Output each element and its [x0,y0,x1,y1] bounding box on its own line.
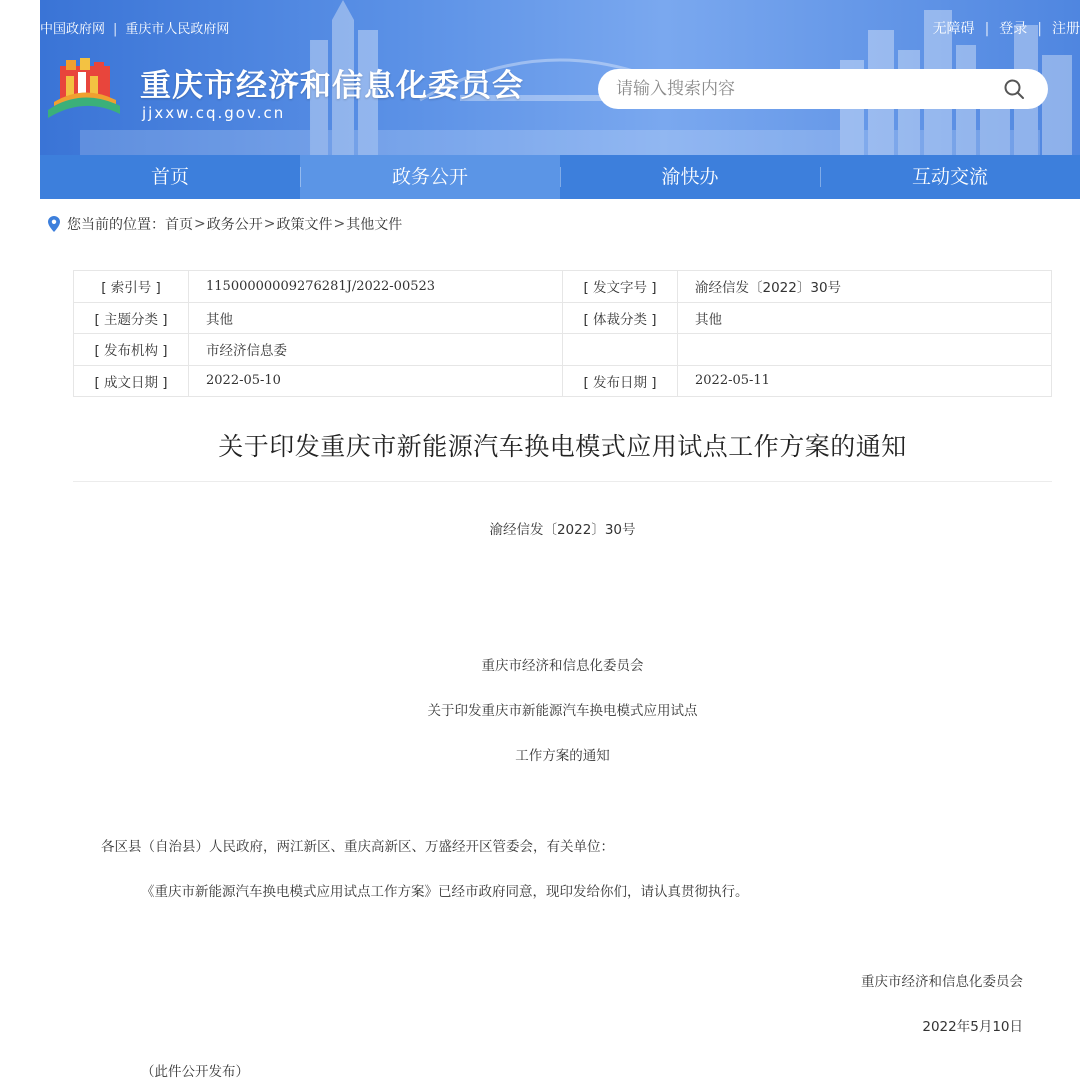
nav-government-affairs[interactable]: 政务公开 [300,155,560,199]
value-genre-category: 其他 [678,302,1052,334]
document-number: 渝经信发〔2022〕30号 [489,522,636,538]
user-link-separator: | [1037,21,1042,37]
user-link-separator: | [984,21,990,37]
breadcrumb-policy-documents[interactable]: 政策文件 [276,217,333,233]
document-info-table [73,270,1052,397]
search-icon[interactable] [1003,78,1025,100]
nav-yukuaiban[interactable]: 渝快办 [560,155,820,199]
label-written-date: [ 成文日期 ] [74,365,189,397]
addressee: 各区县（自治县）人民政府，两江新区、重庆高新区、万盛经开区管委会，有关单位： [101,839,614,855]
site-logo[interactable] [44,56,124,122]
label-subject-category: [ 主题分类 ] [74,302,189,334]
table-row [74,365,1052,397]
nav-interaction[interactable]: 互动交流 [820,155,1080,199]
breadcrumb-other-documents[interactable]: 其他文件 [346,217,403,233]
signature-date: 2022年5月10日 [922,1019,1023,1035]
label-publisher: [ 发布机构 ] [74,334,189,366]
table-row [74,334,1052,366]
top-link-separator: | [113,22,118,37]
table-row [74,271,1052,303]
site-title[interactable]: 重庆市经济和信息化委员会 [140,68,524,104]
label-index-number: [ 索引号 ] [74,271,189,303]
nav-home[interactable]: 首页 [150,166,189,188]
label-genre-category: [ 体裁分类 ] [563,302,678,334]
breadcrumb-separator: > [194,216,206,232]
breadcrumb [48,214,402,234]
breadcrumb-home[interactable]: 首页 [165,217,193,233]
value-index-number: 11500000009276281J/2022-00523 [189,271,563,303]
publication-note: （此件公开发布） [141,1064,249,1080]
value-written-date: 2022-05-10 [189,365,563,397]
article-title: 关于印发重庆市新能源汽车换电模式应用试点工作方案的通知 [218,432,907,461]
site-domain: jjxxw.cq.gov.cn [142,104,286,122]
location-pin-icon [48,216,60,232]
subtitle-line-2: 工作方案的通知 [515,748,610,764]
value-publish-date: 2022-05-11 [678,365,1052,397]
value-subject-category: 其他 [189,302,563,334]
search-input[interactable] [598,69,1048,109]
breadcrumb-prefix: 您当前的位置： [67,217,165,233]
top-links [40,18,229,37]
issuer-heading: 重庆市经济和信息化委员会 [481,658,644,674]
title-divider [73,481,1052,482]
link-cq-gov[interactable]: 重庆市人民政府网 [125,22,230,37]
accessibility-link[interactable]: 无障碍 [932,21,975,37]
body-paragraph: 《重庆市新能源汽车换电模式应用试点工作方案》已经市政府同意，现印发给你们，请认真贯彻执行。 [141,884,749,900]
breadcrumb-separator: > [333,216,346,232]
empty-cell [563,334,678,366]
value-publisher: 市经济信息委 [189,334,563,366]
user-links [933,18,1080,38]
breadcrumb-government-affairs[interactable]: 政务公开 [206,217,263,233]
signature: 重庆市经济和信息化委员会 [861,974,1023,990]
empty-cell [678,334,1052,366]
value-document-number: 渝经信发〔2022〕30号 [678,271,1052,303]
subtitle-line-1: 关于印发重庆市新能源汽车换电模式应用试点 [427,703,698,719]
link-gov-cn[interactable]: 中国政府网 [40,22,106,37]
main-nav [40,155,1080,199]
login-link[interactable]: 登录 [999,21,1028,37]
breadcrumb-separator: > [263,216,276,232]
label-document-number: [ 发文字号 ] [563,271,678,303]
table-row [74,302,1052,334]
label-publish-date: [ 发布日期 ] [563,365,678,397]
register-link[interactable]: 注册 [1052,21,1080,37]
